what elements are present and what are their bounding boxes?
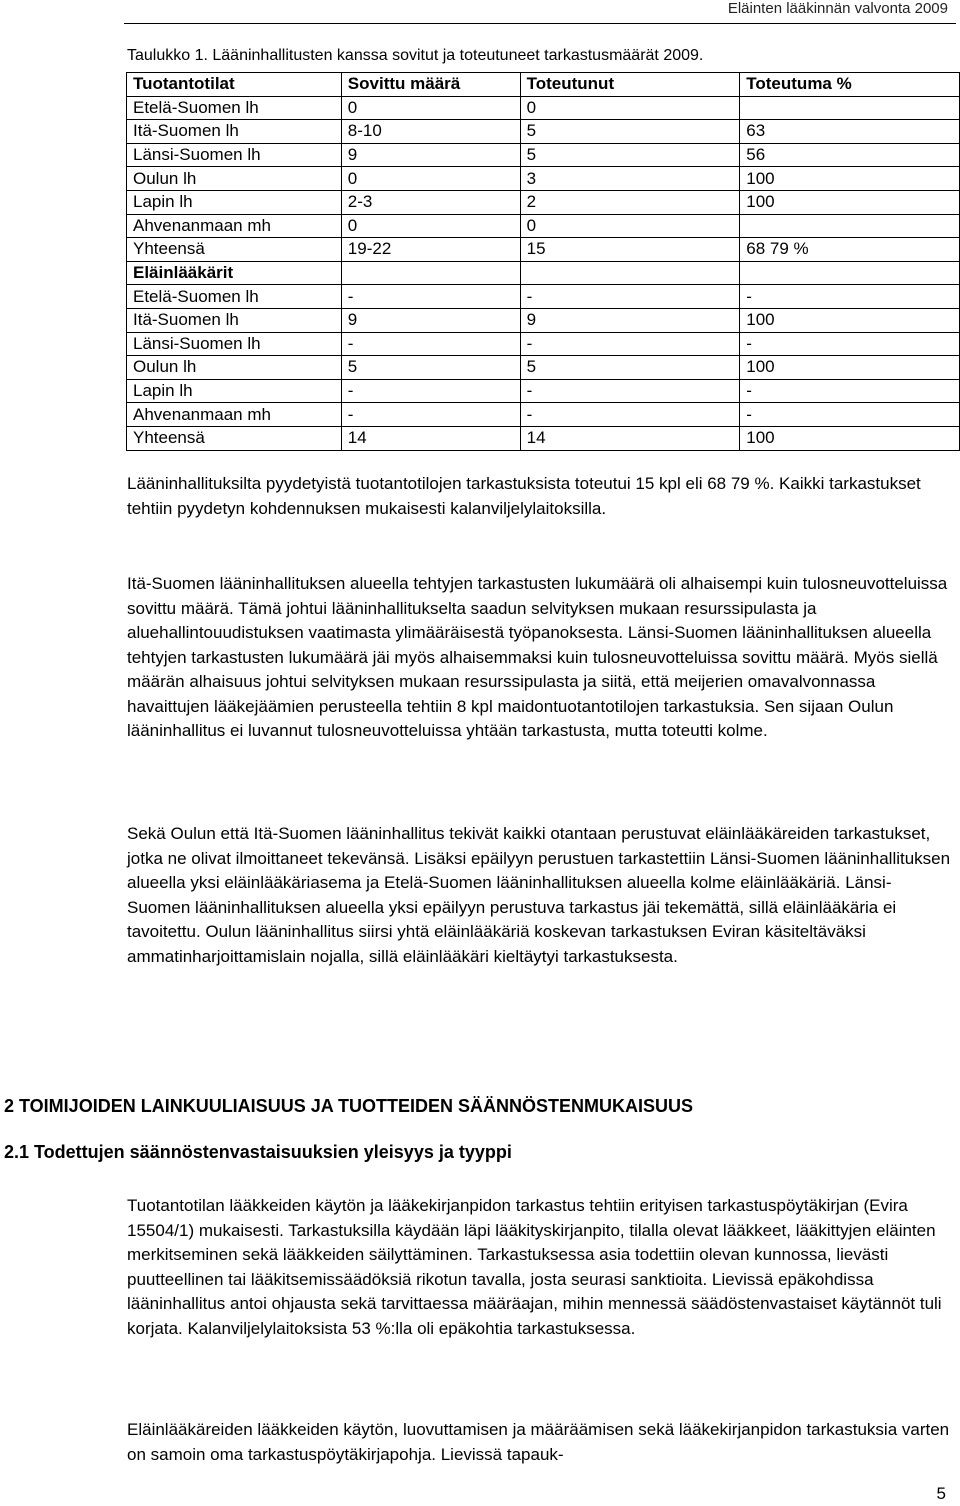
table-cell: Etelä-Suomen lh: [127, 285, 342, 309]
table-cell: 100: [740, 426, 960, 450]
table-cell: 0: [341, 96, 520, 120]
page-number: 5: [936, 1484, 946, 1503]
table-cell: Ahvenanmaan mh: [127, 403, 342, 427]
subsection-heading: 2.1 Todettujen säännöstenvastaisuuksien yleisyys ja tyyppi: [4, 1142, 512, 1162]
table-header-cell: Toteutuma %: [740, 73, 960, 97]
table-cell: 0: [520, 96, 740, 120]
table-cell: -: [520, 403, 740, 427]
table-cell: 8-10: [341, 120, 520, 144]
table-row: [127, 332, 960, 356]
table-cell: 100: [740, 308, 960, 332]
table-row: [127, 167, 960, 191]
table-cell: 63: [740, 120, 960, 144]
table-cell: -: [740, 379, 960, 403]
table-cell: Oulun lh: [127, 356, 342, 380]
table-cell: Yhteensä: [127, 426, 342, 450]
section-heading: 2 TOIMIJOIDEN LAINKUULIAISUUS JA TUOTTEIDEN SÄÄNNÖSTENMUKAISUUS: [4, 1096, 694, 1116]
table-cell: [341, 261, 520, 285]
table-cell: Itä-Suomen lh: [127, 308, 342, 332]
table-section-row: [127, 261, 960, 285]
table-cell: [740, 96, 960, 120]
table-cell: -: [740, 332, 960, 356]
table-cell: 56: [740, 143, 960, 167]
table-header-cell: Sovittu määrä: [341, 73, 520, 97]
table-cell: 5: [520, 143, 740, 167]
table-row: [127, 238, 960, 262]
table-row: [127, 426, 960, 450]
paragraph-tuotantotila-tarkastus: Tuotantotilan lääkkeiden käytön ja lääkekirjanpidon tarkastus tehtiin erityisen tarkastuspöytäkirjan (Evira 15504/1) mukaisesti. Tarkastuksilla käydään läpi lääkityskirjanpito, tilalla olevat lääkkeet, lääkittyjen eläinten merkitseminen sekä lääkkeiden säilyttäminen. Tarkastuksessa asia todettiin olevan kunnossa, lievästi puutteellinen tai lääkitsemissäädöksiä rikotun tavalla, josta seurasi sanktioita. Lievissä epäkohdissa lääninhallitus antoi ohjausta sekä tarvittaessa määräajan, mihin mennessä säädöstenvastaiset käytännöt tuli korjata. Kalanviljelylaitoksista 53 %:lla oli epäkohtia tarkastuksessa.: [127, 1196, 942, 1338]
table-cell: -: [520, 379, 740, 403]
table-caption: Taulukko 1. Lääninhallitusten kanssa sovitut ja toteutuneet tarkastusmäärät 2009.: [127, 47, 704, 64]
table-row: [127, 308, 960, 332]
table-cell: Lapin lh: [127, 379, 342, 403]
table-cell: -: [341, 379, 520, 403]
table-cell: -: [740, 403, 960, 427]
paragraph-summary: Lääninhallituksilta pyydetyistä tuotantotilojen tarkastuksista toteutui 15 kpl eli 68 79 %. Kaikki tarkastukset tehtiin pyydetyn kohdennuksen mukaisesti kalanviljelylaitoksilla.: [127, 474, 921, 518]
table-cell: Etelä-Suomen lh: [127, 96, 342, 120]
table-cell: 0: [341, 214, 520, 238]
table-cell: -: [341, 285, 520, 309]
inspection-table: [126, 72, 960, 451]
table-section-label: Eläinlääkärit: [127, 261, 342, 285]
table-cell: 2: [520, 190, 740, 214]
table-row: [127, 120, 960, 144]
table-cell: 100: [740, 190, 960, 214]
table-header-cell: Tuotantotilat: [127, 73, 342, 97]
table-row: [127, 285, 960, 309]
table-row: [127, 379, 960, 403]
table-cell: Itä-Suomen lh: [127, 120, 342, 144]
table-row: [127, 143, 960, 167]
table-cell: 9: [341, 143, 520, 167]
table-row: [127, 403, 960, 427]
table-row: [127, 96, 960, 120]
table-cell: 5: [520, 356, 740, 380]
table-cell: -: [341, 332, 520, 356]
table-cell: 0: [520, 214, 740, 238]
table-cell: 68 79 %: [740, 238, 960, 262]
table-cell: 100: [740, 167, 960, 191]
table-row: [127, 214, 960, 238]
table-cell: 5: [341, 356, 520, 380]
table-cell: 100: [740, 356, 960, 380]
table-cell: -: [740, 285, 960, 309]
table-cell: 9: [341, 308, 520, 332]
paragraph-ita-lansi-suomi: Itä-Suomen lääninhallituksen alueella tehtyjen tarkastusten lukumäärä oli alhaisempi kuin tulosneuvotteluissa sovittu määrä. Tämä johtui lääninhallitukselta saadun selvityksen mukaan resurssipulasta ja aluehallintouudistuksen vaatimasta ylimääräisestä työpanoksesta. Länsi-Suomen lääninhallituksen alueella tehtyjen tarkastusten lukumäärä jäi myös alhaisemmaksi kuin tulosneuvotteluissa sovittu määrä. Myös siellä määrän alhaisuus johtui selvityksen mukaan resurssipulasta ja siitä, että meijerien omavalvonnassa havaittujen lääkejäämien perusteella tehtiin 8 kpl maidontuotantotilojen tarkastuksia. Sen sijaan Oulun lääninhallitus ei luvannut tulosneuvotteluissa yhtään tarkastusta, mutta toteutti kolme.: [127, 574, 948, 740]
table-cell: Ahvenanmaan mh: [127, 214, 342, 238]
paragraph-elainlaakarit: Sekä Oulun että Itä-Suomen lääninhallitus tekivät kaikki otantaan perustuvat eläinlääkäreiden tarkastukset, jotka ne olivat ilmoittaneet tekevänsä. Lisäksi epäilyyn perustuen tarkastettiin Länsi-Suomen lääninhallituksen alueella yksi eläinlääkäriasema ja Etelä-Suomen lääninhallituksen alueella kolme eläinlääkäriä. Länsi-Suomen lääninhallituksen alueella yksi epäilyyn perustuva tarkastus jäi tekemättä, sillä eläinlääkäria ei tavoitettu. Oulun lääninhallitus siirsi yhtä eläinlääkäriä koskevan tarkastuksen Eviran käsiteltäväksi ammatinharjoittamislain nojalla, sillä eläinlääkäri kieltäytyi tarkastuksesta.: [127, 824, 951, 966]
table-cell: Lapin lh: [127, 190, 342, 214]
table-cell: 0: [341, 167, 520, 191]
table-cell: Länsi-Suomen lh: [127, 332, 342, 356]
table-cell: [740, 261, 960, 285]
table-cell: [740, 214, 960, 238]
table-cell: 14: [520, 426, 740, 450]
table-cell: -: [341, 403, 520, 427]
table-cell: 15: [520, 238, 740, 262]
table-cell: -: [520, 332, 740, 356]
table-cell: 9: [520, 308, 740, 332]
table-cell: 14: [341, 426, 520, 450]
table-cell: [520, 261, 740, 285]
table-row: [127, 356, 960, 380]
table-cell: 2-3: [341, 190, 520, 214]
table-header-cell: Toteutunut: [520, 73, 740, 97]
table-cell: Länsi-Suomen lh: [127, 143, 342, 167]
header-divider: [124, 23, 956, 24]
table-cell: -: [520, 285, 740, 309]
table-header-row: [127, 73, 960, 97]
table-row: [127, 190, 960, 214]
table-cell: Oulun lh: [127, 167, 342, 191]
table-cell: 5: [520, 120, 740, 144]
table-cell: 3: [520, 167, 740, 191]
paragraph-elainlaakari-tarkastus: Eläinlääkäreiden lääkkeiden käytön, luovuttamisen ja määräämisen sekä lääkekirjanpidon tarkastuksia varten on samoin oma tarkastuspöytäkirjapohja. Lievissä tapauk-: [127, 1420, 950, 1464]
running-header: Eläinten lääkinnän valvonta 2009: [727, 0, 948, 17]
table-cell: Yhteensä: [127, 238, 342, 262]
table-cell: 19-22: [341, 238, 520, 262]
